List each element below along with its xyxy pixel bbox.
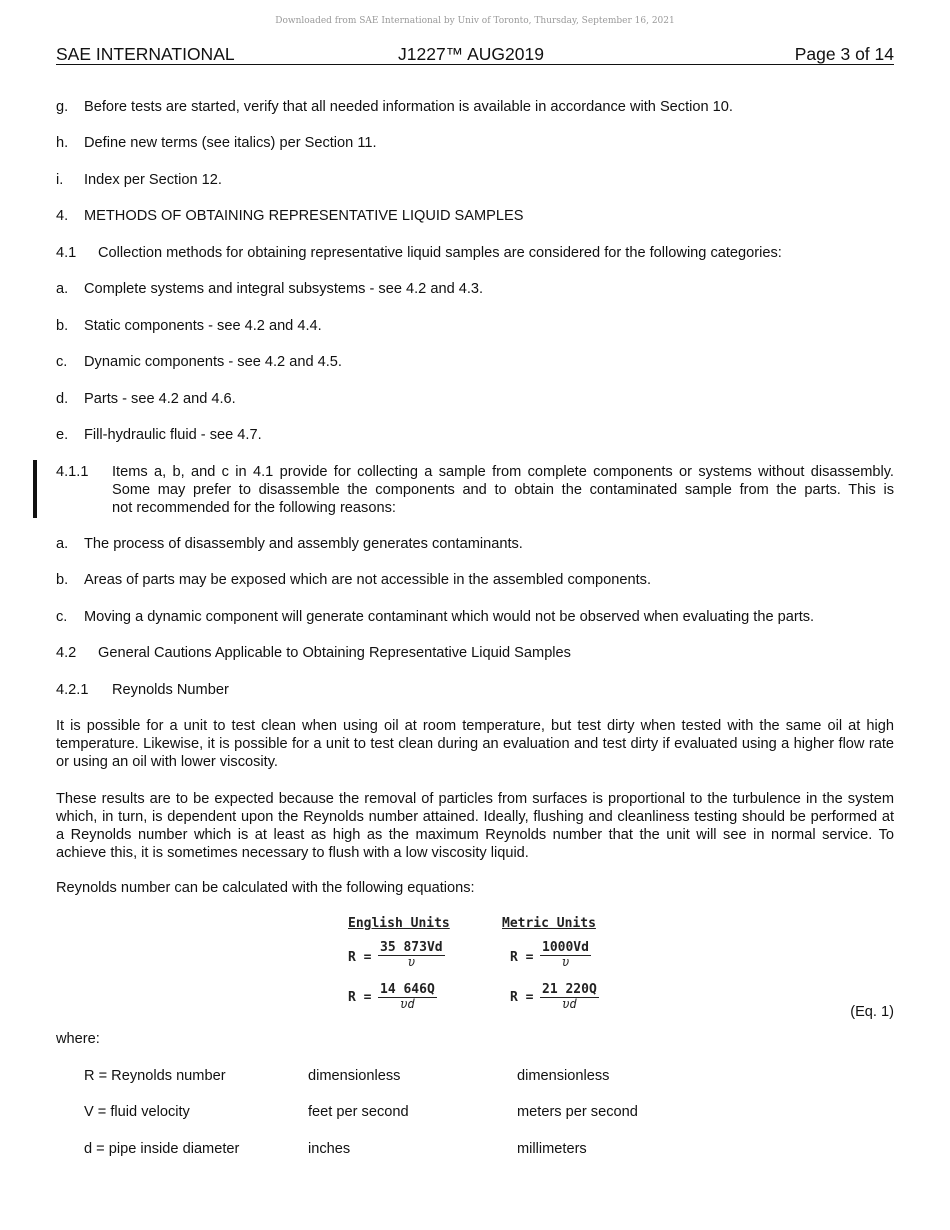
subsection-411-body: [112, 463, 894, 517]
reynolds-equation: [346, 914, 616, 1024]
item-text: Complete systems and integral subsystems - see 4.2 and 4.3.: [84, 281, 484, 297]
definition-english-unit: inches: [308, 1141, 351, 1157]
item-text: Define new terms (see italics) per Section 11.: [84, 135, 377, 151]
item-label: d.: [56, 391, 69, 407]
definition-metric-unit: meters per second: [517, 1104, 638, 1120]
item-label: c.: [56, 354, 68, 370]
item-label: e.: [56, 427, 69, 443]
item-label: c.: [56, 609, 68, 625]
denominator: υd: [562, 997, 577, 1011]
definition-row: [84, 1140, 784, 1158]
section-title: General Cautions Applicable to Obtaining Representative Liquid Samples: [98, 645, 571, 661]
definition-term: d = pipe inside diameter: [84, 1141, 240, 1157]
definition-english-unit: dimensionless: [308, 1068, 401, 1084]
definition-metric-unit: millimeters: [517, 1141, 587, 1157]
paragraph-text: It is possible for a unit to test clean when using oil at room temperature, but test dirty when tested with the same oil at high temperature. Likewise, it is possible for a unit to test clean during an evaluation and test dirty if evaluated using a higher flow rate or using an oil with lower viscosity.: [56, 718, 894, 770]
page-header: [56, 44, 894, 65]
subsection: [56, 644, 571, 662]
definition-metric-unit: dimensionless: [517, 1068, 610, 1084]
paragraph: [56, 717, 894, 771]
section-number: 4.1: [56, 245, 77, 261]
body-line: Some may prefer to disassemble the components and to obtain the contaminated sample from the parts. This is: [112, 482, 894, 498]
item-text: Dynamic components - see 4.2 and 4.5.: [84, 354, 342, 370]
item-text: Moving a dynamic component will generate contaminant which would not be observed when evaluating the parts.: [84, 609, 815, 625]
paragraph-text: These results are to be expected because the removal of particles from surfaces is proportional to the turbulence in the system which, in turn, is dependent upon the Reynolds number attained. Ideally, flushing and cleanliness testing should be performed at a Reynolds number which is at least as high as the maximum Reynolds number that the unit will see in normal service. To achieve this, it is sometimes necessary to flush with a low viscosity liquid.: [56, 791, 894, 861]
equation-number: (Eq. 1): [850, 1004, 894, 1020]
definition-english-unit: feet per second: [308, 1104, 409, 1120]
definition-row: [84, 1103, 784, 1140]
item-text: The process of disassembly and assembly generates contaminants.: [84, 536, 523, 552]
subsection: [56, 244, 782, 262]
definition-term: R = Reynolds number: [84, 1068, 226, 1084]
subsection: [56, 681, 229, 699]
item-label: h.: [56, 135, 69, 151]
definition-term: V = fluid velocity: [84, 1104, 190, 1120]
item-text: Before tests are started, verify that all needed information is available in accordance with Section 10.: [84, 99, 733, 115]
denominator: υ: [561, 955, 570, 969]
equation-lhs: R =: [348, 950, 372, 965]
section-number: 4.2.1: [56, 682, 89, 698]
where-label: where:: [56, 1031, 100, 1047]
metric-fraction-2: [540, 982, 599, 1011]
list-item: [56, 390, 236, 408]
list-item: [56, 426, 262, 444]
item-text: Index per Section 12.: [84, 172, 222, 188]
section-heading: [56, 207, 524, 225]
item-label: b.: [56, 572, 69, 588]
item-label: a.: [56, 281, 69, 297]
header-page-number: Page 3 of 14: [794, 44, 894, 64]
item-label: g.: [56, 99, 69, 115]
body-line: not recommended for the following reasons:: [112, 500, 396, 516]
list-item: [56, 353, 342, 371]
list-item: [56, 171, 222, 189]
numerator: 35 873Vd: [380, 940, 443, 955]
item-text: Parts - see 4.2 and 4.6.: [84, 391, 236, 407]
english-fraction-2: [378, 982, 437, 1011]
denominator: υ: [407, 955, 415, 969]
list-item: [56, 280, 483, 298]
body-line: Items a, b, and c in 4.1 provide for collecting a sample from complete components or systems without disassembly.: [112, 464, 894, 480]
item-label: i.: [56, 172, 64, 188]
metric-fraction-1: [540, 940, 591, 969]
item-text: Fill-hydraulic fluid - see 4.7.: [84, 427, 262, 443]
english-fraction-1: [378, 940, 445, 969]
paragraph: [56, 790, 894, 862]
equation-lhs: R =: [348, 990, 372, 1005]
list-item: [56, 535, 523, 553]
item-label: b.: [56, 318, 69, 334]
item-label: a.: [56, 536, 69, 552]
numerator: 1000Vd: [542, 940, 589, 955]
list-item: [56, 608, 814, 626]
revision-change-bar: [33, 460, 37, 518]
equation-lhs: R =: [510, 950, 534, 965]
section-title: METHODS OF OBTAINING REPRESENTATIVE LIQUID SAMPLES: [84, 208, 524, 224]
denominator: υd: [400, 997, 415, 1011]
list-item: [56, 317, 322, 335]
item-text: Areas of parts may be exposed which are not accessible in the assembled components.: [84, 572, 652, 588]
section-text: Collection methods for obtaining representative liquid samples are considered for the following categories:: [98, 245, 782, 261]
english-units-title: English Units: [348, 916, 450, 931]
list-item: [56, 571, 651, 589]
item-text: Static components - see 4.2 and 4.4.: [84, 318, 322, 334]
list-item: [56, 98, 733, 116]
paragraph: Reynolds number can be calculated with the following equations:: [56, 880, 475, 896]
variable-definitions: [84, 1067, 784, 1158]
numerator: 21 220Q: [542, 982, 597, 997]
header-doc-id: J1227™ AUG2019: [398, 44, 544, 64]
definition-row: [84, 1067, 784, 1103]
list-item: [56, 134, 377, 152]
header-org: SAE INTERNATIONAL: [56, 44, 235, 64]
section-number: 4.: [56, 208, 69, 224]
section-title: Reynolds Number: [112, 682, 229, 698]
download-watermark: Downloaded from SAE International by Univ of Toronto, Thursday, September 16, 2021: [275, 16, 675, 26]
equation-lhs: R =: [510, 990, 534, 1005]
metric-units-title: Metric Units: [502, 916, 596, 931]
section-number: 4.2: [56, 645, 77, 661]
numerator: 14 646Q: [380, 982, 435, 997]
subsection-number: 4.1.1: [56, 464, 89, 480]
